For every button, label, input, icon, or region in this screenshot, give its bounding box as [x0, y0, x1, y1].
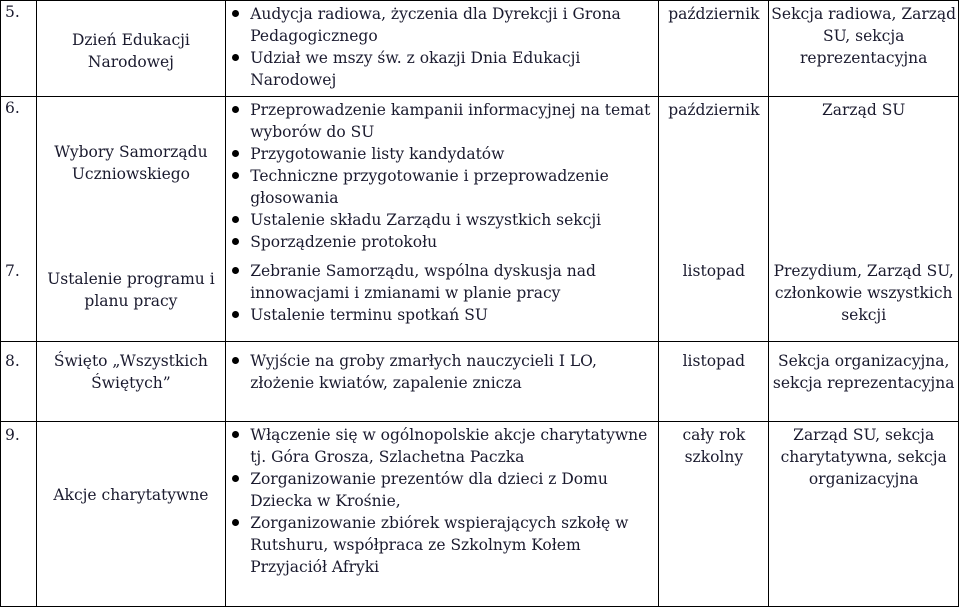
activity-item: Przygotowanie listy kandydatów	[250, 143, 652, 165]
row-number: 6.	[1, 97, 37, 260]
activity-item: Zebranie Samorządu, wspólna dyskusja nad innowacjami i zmianami w planie pracy	[250, 260, 652, 304]
activity-item: Audycja radiowa, życzenia dla Dyrekcji i Grona Pedagogicznego	[250, 3, 652, 47]
responsible-cell: Sekcja organizacyjna, sekcja reprezentacyjna	[769, 342, 959, 422]
table-row	[1, 1, 959, 97]
activity-item: Włączenie się w ogólnopolskie akcje charytatywne tj. Góra Grosza, Szlachetna Paczka	[250, 424, 652, 468]
activities-cell	[226, 422, 659, 607]
activities-cell	[226, 260, 659, 342]
activity-item: Sporządzenie protokołu	[250, 231, 652, 253]
responsible-cell: Prezydium, Zarząd SU, członkowie wszystkich sekcji	[769, 260, 959, 342]
row-number: 8.	[1, 342, 37, 422]
date-cell: październik	[659, 1, 769, 97]
event-title: Święto „Wszystkich Świętych”	[36, 342, 226, 422]
responsible-cell: Zarząd SU, sekcja charytatywna, sekcja organizacyjna	[769, 422, 959, 607]
date-cell: październik	[659, 97, 769, 260]
date-cell: cały rok szkolny	[659, 422, 769, 607]
responsible-cell: Sekcja radiowa, Zarząd SU, sekcja reprezentacyjna	[769, 1, 959, 97]
activity-item: Techniczne przygotowanie i przeprowadzenie głosowania	[250, 165, 652, 209]
row-number: 5.	[1, 1, 37, 97]
responsible-cell: Zarząd SU	[769, 97, 959, 260]
activities-cell	[226, 1, 659, 97]
event-title: Akcje charytatywne	[36, 422, 226, 607]
activity-item: Zorganizowanie prezentów dla dzieci z Domu Dziecka w Krośnie,	[250, 468, 652, 512]
activities-cell	[226, 97, 659, 260]
activities-cell	[226, 342, 659, 422]
activity-item: Udział we mszy św. z okazji Dnia Edukacji Narodowej	[250, 47, 652, 91]
activity-item: Zorganizowanie zbiórek wspierających szkołę w Rutshuru, współpraca ze Szkolnym Kołem Przyjaciół Afryki	[250, 512, 652, 578]
activity-item: Przeprowadzenie kampanii informacyjnej na temat wyborów do SU	[250, 101, 651, 141]
activity-item: Ustalenie składu Zarządu i wszystkich sekcji	[250, 209, 652, 231]
table-row	[1, 422, 959, 607]
row-number: 9.	[1, 422, 37, 607]
table-row	[1, 97, 959, 260]
event-title: Dzień Edukacji Narodowej	[36, 1, 226, 97]
table-row	[1, 342, 959, 422]
date-cell: listopad	[659, 260, 769, 342]
row-number: 7.	[1, 260, 37, 342]
date-cell: listopad	[659, 342, 769, 422]
event-title: Wybory Samorządu Uczniowskiego	[36, 97, 226, 260]
table-row	[1, 260, 959, 342]
activity-item: Wyjście na groby zmarłych nauczycieli I LO, złożenie kwiatów, zapalenie znicza	[250, 350, 652, 394]
event-title: Ustalenie programu i planu pracy	[36, 260, 226, 342]
activity-item: Ustalenie terminu spotkań SU	[250, 304, 652, 326]
